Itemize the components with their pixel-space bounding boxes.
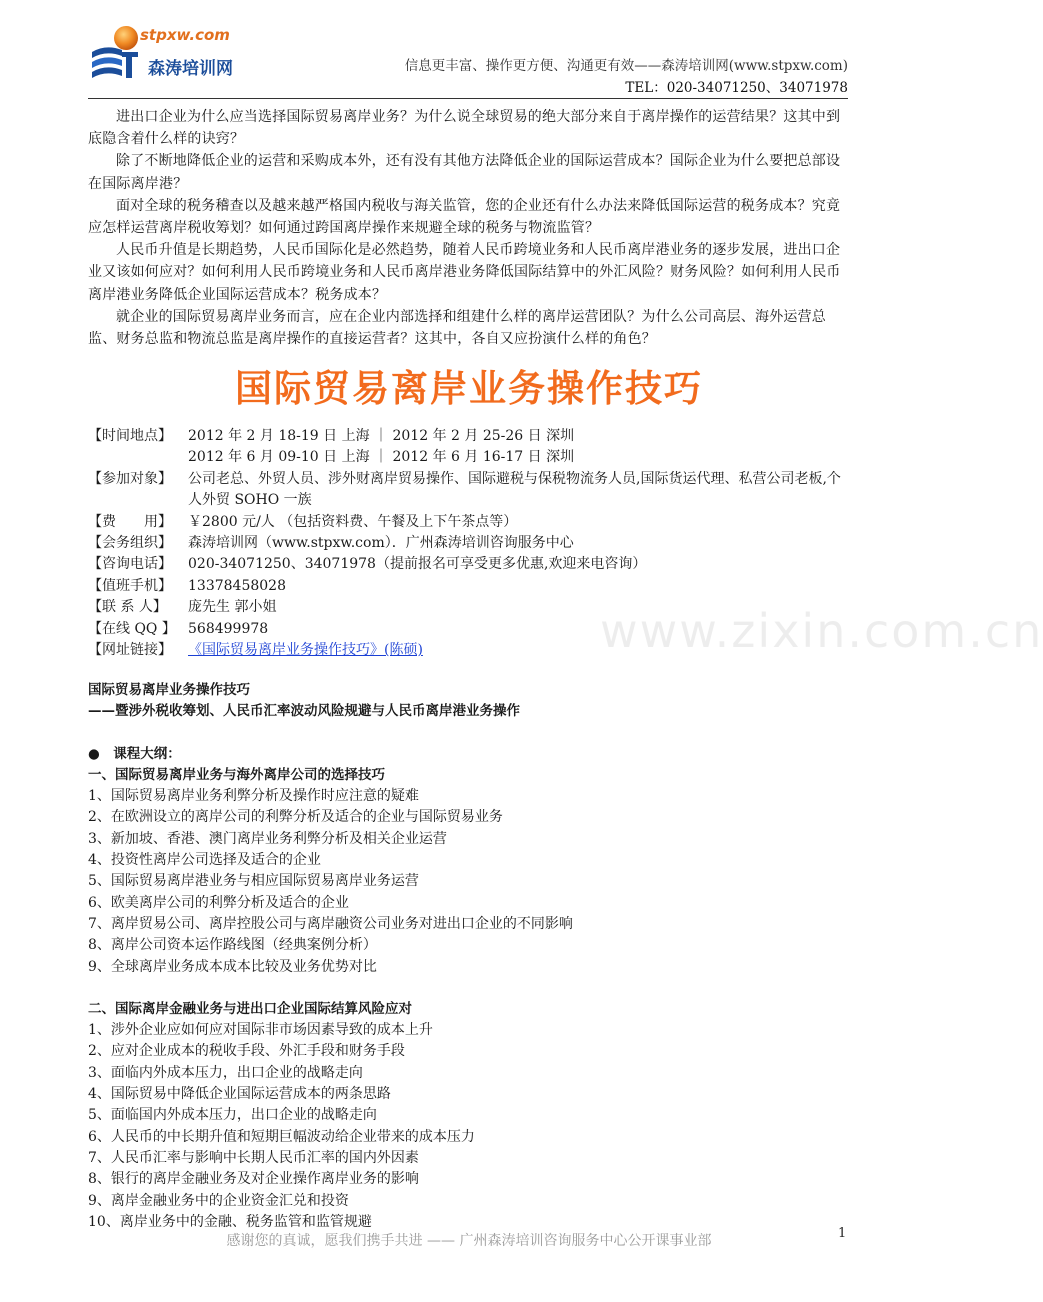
list-item: 5、国际贸易离岸港业务与相应国际贸易离岸业务运营 xyxy=(88,873,419,890)
info-value: 020-34071250、34071978（提前报名可享受更多优惠,欢迎来电咨询） xyxy=(188,556,647,573)
info-key: 【值班手机】 xyxy=(88,577,172,594)
info-row-mobile xyxy=(88,576,850,597)
list-item: 5、面临国内外成本压力，出口企业的战略走向 xyxy=(88,1107,377,1124)
page-number: 1 xyxy=(838,1226,847,1241)
page-footer: 感谢您的真诚，愿我们携手共进 —— 广州森涛培训咨询服务中心公开课事业部 xyxy=(226,1233,712,1249)
header-tel: TEL：020-34071250、34071978 xyxy=(625,80,848,96)
intro-paragraph: 除了不断地降低企业的运营和采购成本外，还有没有其他方法降低企业的国际运营成本？国际企业为什么要把总部设在国际离岸港？ xyxy=(88,153,841,192)
info-value: 568499978 xyxy=(188,620,269,637)
header-slogan: 信息更丰富、操作更方便、沟通更有效——森涛培训网(www.stpxw.com) xyxy=(404,58,848,74)
info-key: 【时间地点】 xyxy=(88,428,172,444)
watermark: www.zixin.com.cn xyxy=(600,604,1043,658)
info-row-audience xyxy=(88,469,850,512)
info-key: 【联 系 人】 xyxy=(88,599,167,616)
site-logo xyxy=(88,22,258,84)
list-item: 9、离岸金融业务中的企业资金汇兑和投资 xyxy=(88,1192,349,1209)
list-item: 10、离岸业务中的金融、税务监管和监管规避 xyxy=(88,1213,372,1230)
course-title: 国际贸易离岸业务操作技巧 xyxy=(88,682,250,698)
info-row-time-2 xyxy=(88,447,850,468)
course-link[interactable]: 《国际贸易离岸业务操作技巧》(陈硕) xyxy=(188,642,423,659)
list-item: 4、投资性离岸公司选择及适合的企业 xyxy=(88,852,321,869)
list-item: 3、面临内外成本压力，出口企业的战略走向 xyxy=(88,1064,363,1081)
list-item: 3、新加坡、香港、澳门离岸业务利弊分析及相关企业运营 xyxy=(88,830,447,847)
logo-url-text: stpxw.com xyxy=(140,26,230,44)
info-key: 【网址链接】 xyxy=(88,642,172,659)
info-row-time xyxy=(88,426,850,447)
info-value: 公司老总、外贸人员、涉外财离岸贸易操作、国际避税与保税物流务人员,国际货运代理、私营公司老板,个人外贸 SOHO 一族 xyxy=(188,470,841,509)
list-item: 7、人民币汇率与影响中长期人民币汇率的国内外因素 xyxy=(88,1149,419,1166)
info-row-phone xyxy=(88,554,850,575)
course-subtitle: ——暨涉外税收筹划、人民币汇率波动风险规避与人民币离岸港业务操作 xyxy=(88,703,520,720)
page-title: 国际贸易离岸业务操作技巧 xyxy=(235,367,703,410)
list-item: 1、国际贸易离岸业务利弊分析及操作时应注意的疑难 xyxy=(88,788,419,805)
info-key: 【在线 QQ 】 xyxy=(88,620,176,637)
intro-section xyxy=(88,106,850,350)
list-item: 6、人民币的中长期升值和短期巨幅波动给企业带来的成本压力 xyxy=(88,1128,475,1145)
info-value: 2012 年 2 月 18-19 日 上海 ｜ 2012 年 2 月 25-26 日 深圳 xyxy=(188,428,575,444)
list-item: 4、国际贸易中降低企业国际运营成本的两条思路 xyxy=(88,1086,391,1103)
course-outline xyxy=(88,680,850,1233)
info-value: 13378458028 xyxy=(188,577,286,594)
list-item: 7、离岸贸易公司、离岸控股公司与离岸融资公司业务对进出口企业的不同影响 xyxy=(88,915,573,932)
section-heading: 二、国际离岸金融业务与进出口企业国际结算风险应对 xyxy=(88,1000,412,1017)
header-divider xyxy=(88,98,848,99)
list-item: 8、离岸公司资本运作路线图（经典案例分析） xyxy=(88,937,377,954)
list-item: 6、欧美离岸公司的利弊分析及适合的企业 xyxy=(88,894,349,911)
info-value: 2012 年 6 月 09-10 日 上海 ｜ 2012 年 6 月 16-17 日 深圳 xyxy=(188,449,575,466)
info-value: ￥2800 元/人 （包括资料费、午餐及上下午茶点等） xyxy=(188,513,518,530)
outline-label: ● 课程大纲： xyxy=(88,745,181,762)
info-row-org xyxy=(88,533,850,554)
list-item: 1、涉外企业应如何应对国际非市场因素导致的成本上升 xyxy=(88,1022,433,1039)
info-value: 庞先生 郭小姐 xyxy=(188,599,277,616)
list-item: 8、银行的离岸金融业务及对企业操作离岸业务的影响 xyxy=(88,1171,419,1188)
info-key: 【咨询电话】 xyxy=(88,556,172,573)
info-row-fee xyxy=(88,512,850,533)
list-item: 9、全球离岸业务成本成本比较及业务优势对比 xyxy=(88,958,377,975)
info-key: 【会务组织】 xyxy=(88,535,172,552)
intro-paragraph: 人民币升值是长期趋势，人民币国际化是必然趋势，随着人民币跨境业务和人民币离岸港业务的逐步发展，进出口企业又该如何应对？如何利用人民币跨境业务和人民币离岸港业务降低国际结算中的外汇风险？财务风险？如何利用人民币离岸港业务降低企业国际运营成本？税务成本？ xyxy=(88,242,841,303)
list-item: 2、应对企业成本的税收手段、外汇手段和财务手段 xyxy=(88,1043,405,1060)
intro-paragraph: 就企业的国际贸易离岸业务而言，应在企业内部选择和组建什么样的离岸运营团队？为什么公司高层、海外运营总监、财务总监和物流总监是离岸操作的直接运营者？这其中，各自又应扮演什么样的角色？ xyxy=(88,308,826,348)
section-heading: 一、国际贸易离岸业务与海外离岸公司的选择技巧 xyxy=(88,766,385,783)
info-key: 【费 用】 xyxy=(88,513,172,530)
info-value: 森涛培训网（www.stpxw.com）．广州森涛培训咨询服务中心 xyxy=(188,535,574,552)
intro-paragraph: 进出口企业为什么应当选择国际贸易离岸业务？为什么说全球贸易的绝大部分来自于离岸操作的运营结果？这其中到底隐含着什么样的诀窍？ xyxy=(88,109,841,148)
intro-paragraph: 面对全球的税务稽查以及越来越严格国内税收与海关监管，您的企业还有什么办法来降低国际运营的税务成本？究竟应怎样运营离岸税收筹划？如何通过跨国离岸操作来规避全球的税务与物流监管？ xyxy=(88,197,841,237)
info-key: 【参加对象】 xyxy=(88,470,172,487)
list-item: 2、在欧洲设立的离岸公司的利弊分析及适合的企业与国际贸易业务 xyxy=(88,809,503,826)
logo-name-text: 森涛培训网 xyxy=(148,59,233,79)
